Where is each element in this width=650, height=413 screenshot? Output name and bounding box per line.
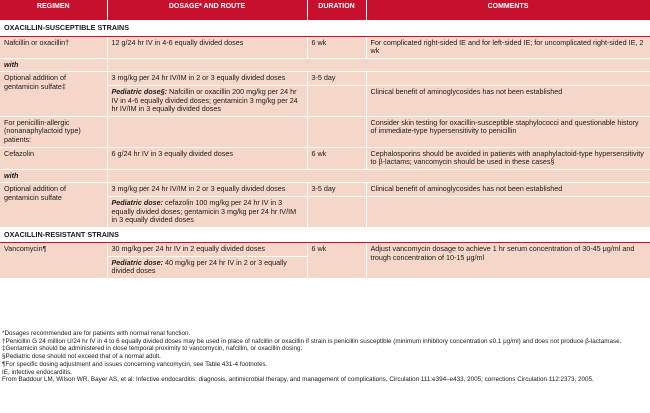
- comments-cell: Consider skin testing for oxacillin-susceptible staphylococci and questionable history of immediate-type hypersensitivity to penicillin: [366, 116, 650, 147]
- pediatric-dosage-text: 40 mg/kg per 24 hr IV in 2 or 3 equally divided doses: [111, 257, 287, 276]
- pediatric-label: Pediatric dose§:: [111, 86, 168, 96]
- pediatric-dosage-text: cefazolin 100 mg/kg per 24 hr IV in 3 equally divided doses; gentamicin 3 mg/kg per 24 hr IV/IM in 3 equally divided doses: [111, 197, 297, 225]
- dosage-cell: [107, 116, 307, 147]
- duration-cell: 6 wk: [307, 147, 366, 169]
- duration-cell: [307, 85, 366, 116]
- pediatric-dosage-cell: [107, 196, 307, 227]
- table-row: [0, 243, 650, 257]
- table-row: [0, 36, 650, 58]
- table-row: [0, 116, 650, 147]
- dosage-cell: 12 g/24 hr IV in 4-6 equally divided doses: [107, 36, 307, 58]
- pediatric-dosage-text: Nafcillin or oxacillin 200 mg/kg per 24 hr IV in 4-6 equally divided doses; gentamicin 3 mg/kg per 24 hr IV/IM in 3 equally divided doses: [111, 86, 298, 114]
- header-duration: DURATION: [307, 0, 366, 21]
- header-comments: COMMENTS: [366, 0, 650, 21]
- footnote: ¶For specific dosing adjustment and issues concerning vancomycin, see Table 431-4 footnotes.: [2, 360, 268, 368]
- footnotes: [2, 330, 648, 384]
- dosage-cell: 30 mg/kg per 24 hr IV in 2 equally divided doses: [107, 243, 307, 257]
- section-title: OXACILLIN-SUSCEPTIBLE STRAINS: [0, 21, 650, 37]
- pediatric-dosage-cell: [107, 256, 307, 278]
- section-title: OXACILLIN-RESISTANT STRAINS: [0, 227, 650, 243]
- comments-cell: Cephalosporins should be avoided in patients with anaphylactoid-type hypersensitivity to β-lactams; vancomycin should be used in these cases§: [366, 147, 650, 169]
- footnote: *Dosages recommended are for patients with normal renal function.: [2, 330, 191, 337]
- pediatric-label: Pediatric dose:: [111, 257, 164, 267]
- table-row: [0, 72, 650, 86]
- footnote: ‡Gentamicin should be administered in close temporal proximity to vancomycin, nafcillin, or oxacillin dosing.: [2, 345, 303, 353]
- duration-cell: 3-5 day: [307, 72, 366, 86]
- footnote: From Baddour LM, Wilson WR, Bayer AS, et al: Infective endocarditis: diagnosis, antimicrobial therapy, and management of complications, Circulation 111:e394–e433, 2005; corrections Circulation 112:2373, 2005.: [2, 376, 594, 384]
- regimen-cell: Vancomycin¶: [0, 243, 107, 279]
- duration-cell: [307, 116, 366, 147]
- header-regimen: REGIMEN: [0, 0, 107, 21]
- comments-cell: For complicated right-sided IE and for left-sided IE; for uncomplicated right-sided IE, 2 wk: [366, 36, 650, 58]
- table-header-row: [0, 0, 650, 21]
- regimen-cell: Optional addition of gentamicin sulfate‡: [0, 72, 107, 116]
- duration-cell: [307, 196, 366, 227]
- dosage-cell: 6 g/24 hr IV in 3 equally divided doses: [107, 147, 307, 169]
- with-filler: [107, 169, 650, 183]
- regimen-cell: For penicillin-allergic (nonanaphylactoid type) patients:: [0, 116, 107, 147]
- comments-cell: [366, 196, 650, 227]
- footnote: §Pediatric dose should not exceed that of a normal adult.: [2, 353, 161, 361]
- duration-cell: 6 wk: [307, 243, 366, 279]
- with-row: [0, 58, 650, 72]
- with-label: with: [0, 169, 107, 183]
- with-row: [0, 169, 650, 183]
- table-row: [0, 147, 650, 169]
- dosage-cell: 3 mg/kg per 24 hr IV/IM in 2 or 3 equally divided doses: [107, 183, 307, 197]
- comments-cell: Adjust vancomycin dosage to achieve 1 hr serum concentration of 30-45 μg/ml and trough concentration of 10-15 μg/ml: [366, 243, 650, 279]
- regimen-cell: Optional addition of gentamicin sulfate: [0, 183, 107, 227]
- duration-cell: 3-5 day: [307, 183, 366, 197]
- table-row: [0, 183, 650, 197]
- regimen-cell: Cefazolin: [0, 147, 107, 169]
- dosage-cell: 3 mg/kg per 24 hr IV/IM in 2 or 3 equally divided doses: [107, 72, 307, 86]
- section-susceptible: [0, 21, 650, 37]
- pediatric-dosage-cell: [107, 85, 307, 116]
- with-filler: [107, 58, 650, 72]
- comments-cell: Clinical benefit of aminoglycosides has not been established: [366, 85, 650, 116]
- regimen-cell: Nafcillin or oxacillin†: [0, 36, 107, 58]
- footnote: †Penicillin G 24 million U/24 hr IV in 4 to 6 equally divided doses may be used in place of nafcillin or oxacillin if strain is penicillin susceptible (minimum inhibitory concentration ≤0.1 μg/ml) and does not produce β-lactamase.: [2, 337, 622, 345]
- with-label: with: [0, 58, 107, 72]
- header-dosage: DOSAGE* AND ROUTE: [107, 0, 307, 21]
- footnote: IE, infective endocarditis.: [2, 368, 73, 376]
- pediatric-label: Pediatric dose:: [111, 197, 164, 207]
- comments-cell: [366, 72, 650, 86]
- comments-cell: Clinical benefit of aminoglycosides has not been established: [366, 183, 650, 197]
- duration-cell: 6 wk: [307, 36, 366, 58]
- section-resistant: [0, 227, 650, 243]
